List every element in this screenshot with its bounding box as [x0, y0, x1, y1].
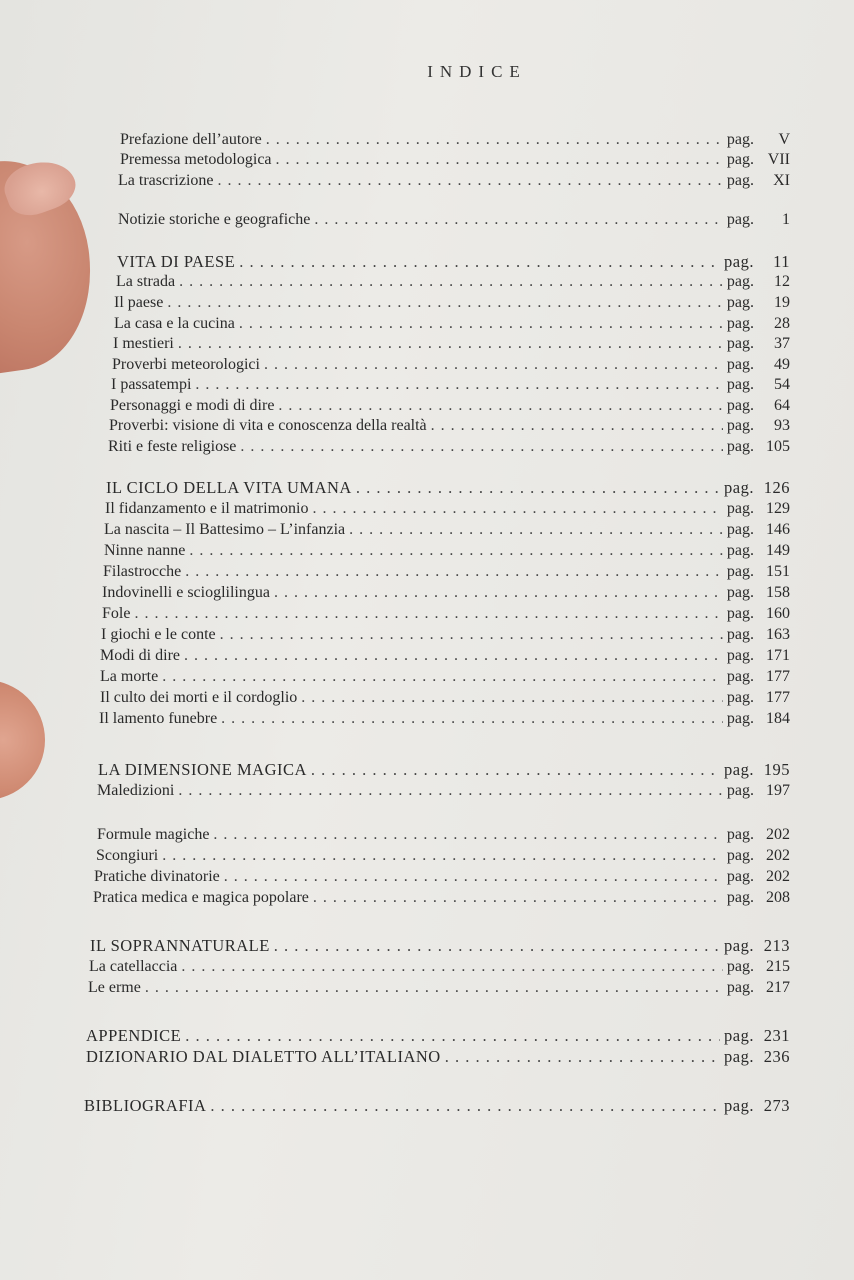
toc-entry	[102, 583, 790, 603]
dot-leader	[181, 957, 723, 977]
page-abbrev: pag.	[726, 315, 754, 332]
toc-entry	[99, 709, 790, 729]
page-abbrev: pag.	[726, 889, 754, 906]
dot-leader	[276, 150, 723, 170]
dot-leader	[178, 334, 723, 354]
toc-entry-label: Indovinelli e scioglilingua	[102, 584, 270, 601]
page-number: 195	[763, 760, 790, 779]
toc-section-heading	[90, 936, 790, 956]
toc-entry-label: Riti e feste religiose	[108, 438, 237, 455]
page-reference	[727, 541, 790, 561]
page-abbrev: pag.	[726, 151, 754, 168]
page-number: V	[778, 131, 790, 148]
page-number: 177	[766, 689, 790, 706]
page-abbrev: pag.	[726, 563, 754, 580]
page-reference	[727, 437, 790, 457]
dot-leader	[184, 646, 723, 666]
page-number: 129	[766, 500, 790, 517]
page-abbrev: pag.	[726, 782, 754, 799]
toc-entry	[112, 355, 790, 375]
toc-entry	[118, 210, 790, 230]
page-number: 217	[766, 979, 790, 996]
dot-leader	[224, 867, 723, 887]
page-abbrev: pag.	[726, 710, 754, 727]
toc-entry-label: Modi di dire	[100, 647, 180, 664]
page-reference	[727, 688, 790, 708]
toc-section-heading	[86, 1026, 790, 1046]
page-number: 149	[766, 542, 790, 559]
dot-leader	[185, 1026, 720, 1046]
page-abbrev: pag.	[726, 211, 754, 228]
toc-entry	[114, 314, 790, 334]
page-reference	[724, 936, 790, 956]
dot-leader	[162, 846, 723, 866]
toc-entry-label: DIZIONARIO DAL DIALETTO ALL’ITALIANO	[86, 1047, 441, 1066]
toc-section-heading	[98, 760, 790, 780]
toc-entry-label: La catellaccia	[89, 958, 178, 975]
page-number: 126	[763, 478, 790, 497]
dot-leader	[221, 709, 723, 729]
page-abbrev: pag.	[726, 584, 754, 601]
dot-leader	[356, 478, 720, 498]
page-reference	[727, 888, 790, 908]
page-reference	[727, 562, 790, 582]
page-reference	[727, 625, 790, 645]
page-abbrev: pag.	[724, 1026, 754, 1045]
toc-entry-label: IL SOPRANNATURALE	[90, 936, 270, 955]
page-number: 93	[774, 417, 790, 434]
toc-entry-label: Il culto dei morti e il cordoglio	[100, 689, 298, 706]
toc-entry	[118, 171, 790, 191]
page-reference	[727, 150, 790, 170]
dot-leader	[264, 355, 723, 375]
page-abbrev: pag.	[724, 1096, 754, 1115]
page-abbrev: pag.	[724, 1047, 754, 1066]
page-abbrev: pag.	[726, 356, 754, 373]
page-abbrev: pag.	[726, 273, 754, 290]
toc-entry-label: Premessa metodologica	[120, 151, 272, 168]
page-abbrev: pag.	[726, 668, 754, 685]
toc-entry-label: BIBLIOGRAFIA	[84, 1096, 207, 1115]
toc-entry-label: Maledizioni	[97, 782, 175, 799]
page-abbrev: pag.	[726, 131, 754, 148]
dot-leader	[167, 293, 723, 313]
toc-entry-label: Proverbi: visione di vita e conoscenza della realtà	[109, 417, 427, 434]
page-reference	[727, 171, 790, 191]
page-reference	[727, 781, 790, 801]
toc-entry-label: Scongiuri	[96, 847, 159, 864]
page-abbrev: pag.	[726, 847, 754, 864]
page-number: 202	[766, 826, 790, 843]
dot-leader	[239, 314, 723, 334]
page-reference	[727, 293, 790, 313]
toc-entry	[120, 130, 790, 150]
page-number: 11	[773, 252, 790, 271]
toc-entry	[100, 688, 790, 708]
toc-entry-label: La morte	[100, 668, 159, 685]
page-reference	[727, 825, 790, 845]
dot-leader	[278, 396, 722, 416]
page-number: 28	[774, 315, 790, 332]
dot-leader	[349, 520, 723, 540]
page-number: 171	[766, 647, 790, 664]
toc-entry-label: I mestieri	[113, 335, 174, 352]
toc-entry	[108, 437, 790, 457]
page-number: 184	[766, 710, 790, 727]
toc-entry-label: Formule magiche	[97, 826, 210, 843]
page-number: 231	[763, 1026, 790, 1045]
page-abbrev: pag.	[726, 689, 754, 706]
page-reference	[727, 978, 790, 998]
page-reference	[727, 867, 790, 887]
page-reference	[727, 314, 790, 334]
toc-entry	[110, 396, 790, 416]
dot-leader	[218, 171, 723, 191]
page-number: 49	[774, 356, 790, 373]
toc-section-heading	[117, 252, 790, 272]
page-number: VII	[767, 151, 790, 168]
page-reference	[727, 604, 790, 624]
dot-leader	[195, 375, 722, 395]
page-number: 151	[766, 563, 790, 580]
page-reference	[727, 520, 790, 540]
page-reference	[727, 375, 790, 395]
page-reference	[727, 355, 790, 375]
page-abbrev: pag.	[726, 605, 754, 622]
page-number: 215	[766, 958, 790, 975]
toc-entry-label: Il paese	[114, 294, 164, 311]
toc-entry-label: Le erme	[88, 979, 141, 996]
page-number: 158	[766, 584, 790, 601]
page-reference	[727, 957, 790, 977]
page-abbrev: pag.	[726, 542, 754, 559]
page-abbrev: pag.	[726, 417, 754, 434]
dot-leader	[185, 562, 723, 582]
toc-entry	[94, 867, 790, 887]
toc-entry	[111, 375, 790, 395]
toc-entry	[109, 416, 790, 436]
dot-leader	[311, 760, 720, 780]
page-abbrev: pag.	[724, 252, 754, 271]
toc-entry-label: Pratica medica e magica popolare	[93, 889, 309, 906]
toc-entry-label: Il lamento funebre	[99, 710, 218, 727]
page-abbrev: pag.	[726, 826, 754, 843]
dot-leader	[189, 541, 723, 561]
page-reference	[724, 1096, 790, 1116]
toc-entry-label: APPENDICE	[86, 1026, 182, 1045]
page-title: INDICE	[427, 62, 527, 81]
page-abbrev: pag.	[726, 500, 754, 517]
page-reference	[727, 499, 790, 519]
page-reference	[727, 667, 790, 687]
page-number: 37	[774, 335, 790, 352]
toc-entry	[96, 846, 790, 866]
toc-entry	[120, 150, 790, 170]
page-number: 163	[766, 626, 790, 643]
toc-entry-label: Proverbi meteorologici	[112, 356, 260, 373]
page-reference	[727, 583, 790, 603]
page-abbrev: pag.	[726, 626, 754, 643]
toc-entry	[103, 562, 790, 582]
toc-entry-label: I passatempi	[111, 376, 192, 393]
toc-entry-label: Notizie storiche e geografiche	[118, 211, 311, 228]
dot-leader	[220, 625, 723, 645]
page-number: 64	[774, 397, 790, 414]
toc-entry-label: Ninne nanne	[104, 542, 186, 559]
page-reference	[724, 478, 790, 498]
page-reference	[724, 1047, 790, 1067]
page-number: 105	[766, 438, 790, 455]
dot-leader	[178, 781, 723, 801]
page-number: XI	[773, 172, 790, 189]
toc-entry	[105, 499, 790, 519]
toc-entry	[97, 781, 790, 801]
page-number: 273	[763, 1096, 790, 1115]
page-number: 236	[763, 1047, 790, 1066]
toc-section-heading	[106, 478, 790, 498]
toc-entry-label: IL CICLO DELLA VITA UMANA	[106, 478, 352, 497]
toc-entry-label: La casa e la cucina	[114, 315, 235, 332]
toc-entry-label: LA DIMENSIONE MAGICA	[98, 760, 307, 779]
page-reference	[727, 272, 790, 292]
dot-leader	[445, 1047, 720, 1067]
toc-entry	[104, 541, 790, 561]
page-reference	[727, 396, 790, 416]
toc-entry	[116, 272, 790, 292]
toc-entry-label: I giochi e le conte	[101, 626, 216, 643]
dot-leader	[240, 437, 722, 457]
page-reference	[727, 334, 790, 354]
page-number: 202	[766, 868, 790, 885]
toc-entry-label: Personaggi e modi di dire	[110, 397, 275, 414]
page-number: 160	[766, 605, 790, 622]
page-abbrev: pag.	[726, 376, 754, 393]
page-abbrev: pag.	[724, 478, 754, 497]
dot-leader	[134, 604, 722, 624]
toc-entry-label: Pratiche divinatorie	[94, 868, 220, 885]
dot-leader	[145, 978, 723, 998]
toc-entry	[97, 825, 790, 845]
page-number: 146	[766, 521, 790, 538]
dot-leader	[210, 1096, 720, 1116]
toc-entry	[88, 978, 790, 998]
page-abbrev: pag.	[726, 397, 754, 414]
page-abbrev: pag.	[726, 335, 754, 352]
toc-entry	[100, 646, 790, 666]
dot-leader	[213, 825, 722, 845]
dot-leader	[313, 499, 723, 519]
toc-section-heading	[86, 1047, 790, 1067]
dot-leader	[179, 272, 723, 292]
dot-leader	[266, 130, 723, 150]
page-number: 208	[766, 889, 790, 906]
page-reference	[727, 210, 790, 230]
dot-leader	[274, 936, 720, 956]
page-abbrev: pag.	[726, 438, 754, 455]
toc-entry	[104, 520, 790, 540]
toc-section-heading	[84, 1096, 790, 1116]
page-abbrev: pag.	[726, 868, 754, 885]
toc-entry-label: Il fidanzamento e il matrimonio	[105, 500, 309, 517]
dot-leader	[431, 416, 723, 436]
page-reference	[727, 130, 790, 150]
dot-leader	[301, 688, 723, 708]
page-abbrev: pag.	[726, 958, 754, 975]
page-number: 1	[782, 211, 790, 228]
toc-entry	[114, 293, 790, 313]
toc-entry-label: VITA DI PAESE	[117, 252, 236, 271]
page-reference	[724, 760, 790, 780]
page-abbrev: pag.	[724, 760, 754, 779]
page-reference	[724, 252, 790, 272]
toc-entry-label: La trascrizione	[118, 172, 214, 189]
page-abbrev: pag.	[726, 979, 754, 996]
toc-entry	[93, 888, 790, 908]
toc-entry	[89, 957, 790, 977]
page-number: 19	[774, 294, 790, 311]
page-number: 177	[766, 668, 790, 685]
toc-entry-label: Fole	[102, 605, 131, 622]
toc-entry-label: La strada	[116, 273, 176, 290]
dot-leader	[239, 252, 720, 272]
page-number: 213	[763, 936, 790, 955]
page-number: 54	[774, 376, 790, 393]
toc-entry-label: La nascita – Il Battesimo – L’infanzia	[104, 521, 346, 538]
toc-entry	[100, 667, 790, 687]
toc-entry	[101, 625, 790, 645]
toc-entry-label: Filastrocche	[103, 563, 182, 580]
dot-leader	[314, 210, 723, 230]
page-reference	[727, 709, 790, 729]
page-abbrev: pag.	[726, 294, 754, 311]
page-abbrev: pag.	[724, 936, 754, 955]
toc-entry	[102, 604, 790, 624]
page-reference	[727, 646, 790, 666]
page-reference	[724, 1026, 790, 1046]
page-reference	[727, 416, 790, 436]
page-abbrev: pag.	[726, 172, 754, 189]
page-number: 197	[766, 782, 790, 799]
page-number: 202	[766, 847, 790, 864]
dot-leader	[274, 583, 723, 603]
page-number: 12	[774, 273, 790, 290]
dot-leader	[162, 667, 723, 687]
page-reference	[727, 846, 790, 866]
page-abbrev: pag.	[726, 647, 754, 664]
toc-entry	[113, 334, 790, 354]
toc-entry-label: Prefazione dell’autore	[120, 131, 262, 148]
page-abbrev: pag.	[726, 521, 754, 538]
dot-leader	[313, 888, 723, 908]
